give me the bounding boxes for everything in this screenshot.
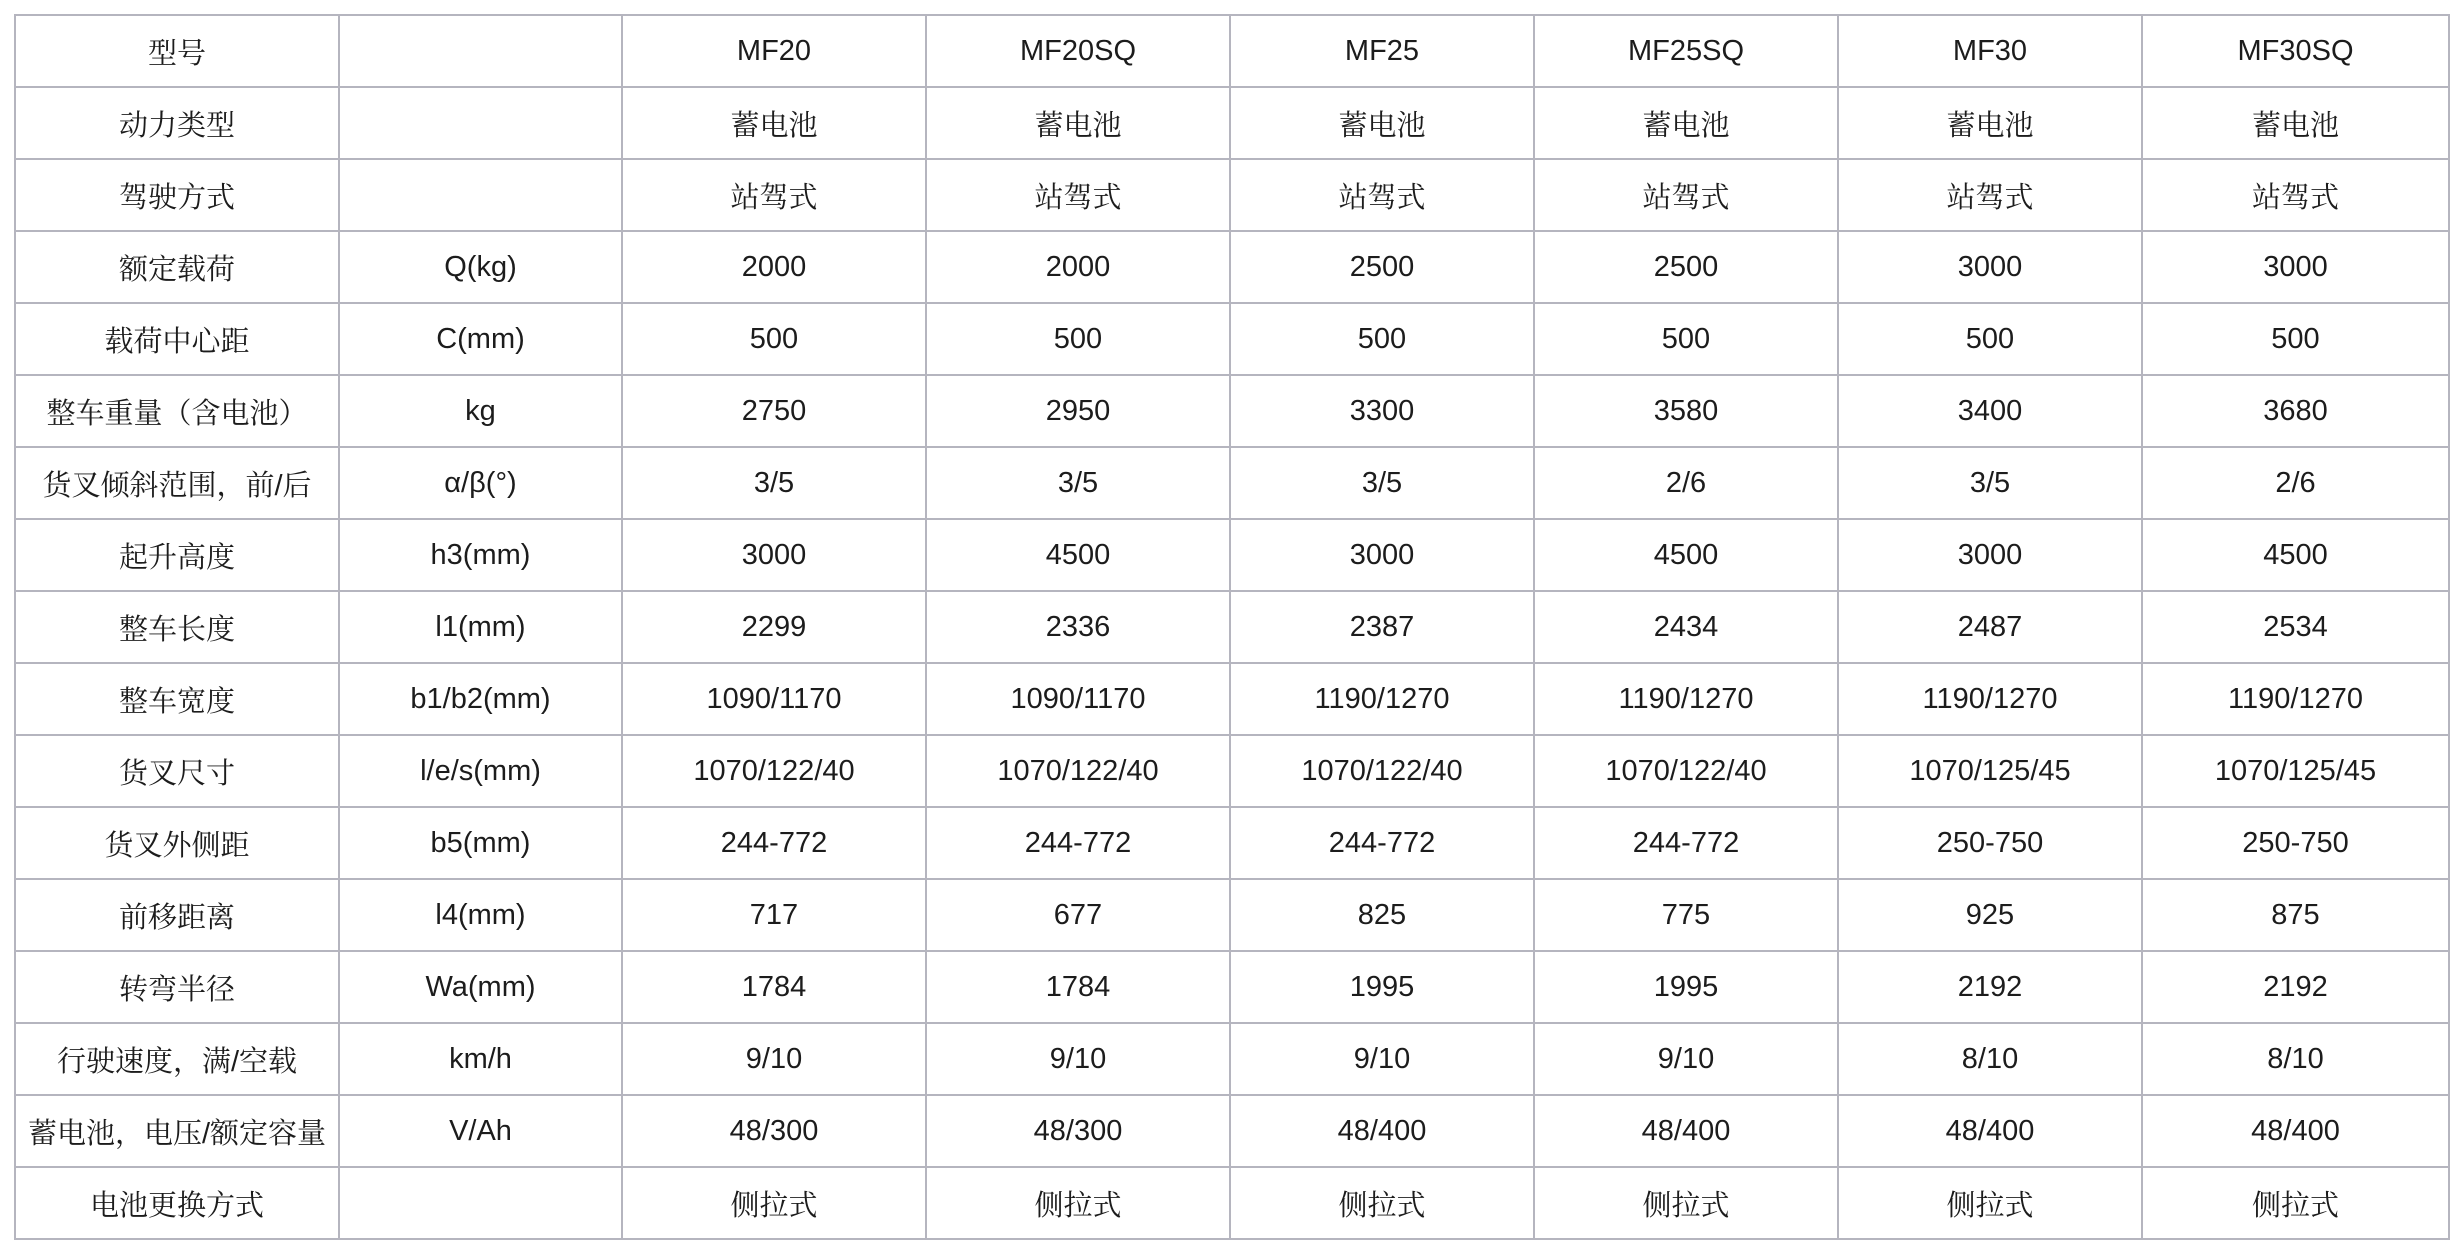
spec-value: 717 <box>622 879 926 951</box>
spec-value: 侧拉式 <box>1838 1167 2142 1239</box>
spec-value: 3000 <box>1838 519 2142 591</box>
spec-value: 2434 <box>1534 591 1838 663</box>
row-unit: α/β(°) <box>339 447 622 519</box>
spec-value: 500 <box>1230 303 1534 375</box>
table-row <box>15 231 2449 303</box>
spec-value: 2192 <box>2142 951 2449 1023</box>
row-unit: h3(mm) <box>339 519 622 591</box>
spec-value: 2336 <box>926 591 1230 663</box>
spec-value: 3/5 <box>622 447 926 519</box>
model-name: MF20 <box>622 15 926 87</box>
spec-value: 775 <box>1534 879 1838 951</box>
table-row <box>15 663 2449 735</box>
spec-value: 1190/1270 <box>1838 663 2142 735</box>
row-unit: l/e/s(mm) <box>339 735 622 807</box>
table-row <box>15 303 2449 375</box>
spec-value: 1784 <box>622 951 926 1023</box>
row-unit <box>339 15 622 87</box>
spec-value: 3000 <box>1838 231 2142 303</box>
spec-value: 500 <box>2142 303 2449 375</box>
spec-value: 1190/1270 <box>2142 663 2449 735</box>
row-label: 起升高度 <box>15 519 339 591</box>
row-label: 行驶速度，满/空载 <box>15 1023 339 1095</box>
row-label: 整车宽度 <box>15 663 339 735</box>
row-unit: Wa(mm) <box>339 951 622 1023</box>
spec-value: 4500 <box>1534 519 1838 591</box>
row-label: 动力类型 <box>15 87 339 159</box>
spec-value: 500 <box>1838 303 2142 375</box>
spec-value: 侧拉式 <box>2142 1167 2449 1239</box>
spec-value: 48/400 <box>1534 1095 1838 1167</box>
row-label: 转弯半径 <box>15 951 339 1023</box>
spec-value: 9/10 <box>1534 1023 1838 1095</box>
spec-value: 1070/122/40 <box>926 735 1230 807</box>
spec-value: 3680 <box>2142 375 2449 447</box>
model-name: MF30SQ <box>2142 15 2449 87</box>
spec-value: 250-750 <box>2142 807 2449 879</box>
spec-value: 500 <box>1534 303 1838 375</box>
model-name: MF25SQ <box>1534 15 1838 87</box>
spec-value: 1070/122/40 <box>1534 735 1838 807</box>
spec-value: 2299 <box>622 591 926 663</box>
spec-table-container <box>14 14 2448 1240</box>
header-row <box>15 15 2449 87</box>
spec-value: 站驾式 <box>926 159 1230 231</box>
model-header-label: 型号 <box>15 15 339 87</box>
spec-value: 1070/125/45 <box>1838 735 2142 807</box>
row-unit: km/h <box>339 1023 622 1095</box>
table-row <box>15 87 2449 159</box>
spec-value: 蓄电池 <box>1230 87 1534 159</box>
row-label: 货叉尺寸 <box>15 735 339 807</box>
spec-value: 侧拉式 <box>926 1167 1230 1239</box>
spec-value: 48/400 <box>2142 1095 2449 1167</box>
row-label: 载荷中心距 <box>15 303 339 375</box>
row-label: 整车重量（含电池） <box>15 375 339 447</box>
spec-value: 48/400 <box>1230 1095 1534 1167</box>
row-label: 额定载荷 <box>15 231 339 303</box>
spec-value: 蓄电池 <box>1534 87 1838 159</box>
spec-value: 3000 <box>2142 231 2449 303</box>
model-name: MF30 <box>1838 15 2142 87</box>
spec-value: 244-772 <box>1534 807 1838 879</box>
row-unit: b5(mm) <box>339 807 622 879</box>
spec-value: 3300 <box>1230 375 1534 447</box>
row-label: 前移距离 <box>15 879 339 951</box>
spec-value: 站驾式 <box>622 159 926 231</box>
spec-value: 蓄电池 <box>622 87 926 159</box>
spec-value: 1090/1170 <box>926 663 1230 735</box>
table-row <box>15 879 2449 951</box>
spec-value: 1070/122/40 <box>1230 735 1534 807</box>
table-row <box>15 735 2449 807</box>
spec-value: 8/10 <box>2142 1023 2449 1095</box>
spec-value: 3/5 <box>926 447 1230 519</box>
row-unit: kg <box>339 375 622 447</box>
spec-value: 1070/122/40 <box>622 735 926 807</box>
row-label: 整车长度 <box>15 591 339 663</box>
spec-value: 3400 <box>1838 375 2142 447</box>
spec-value: 244-772 <box>1230 807 1534 879</box>
row-label: 货叉倾斜范围，前/后 <box>15 447 339 519</box>
table-row <box>15 1167 2449 1239</box>
spec-value: 3000 <box>622 519 926 591</box>
spec-value: 站驾式 <box>1230 159 1534 231</box>
spec-value: 48/300 <box>926 1095 1230 1167</box>
row-unit: V/Ah <box>339 1095 622 1167</box>
row-unit: l4(mm) <box>339 879 622 951</box>
table-row <box>15 519 2449 591</box>
model-name: MF20SQ <box>926 15 1230 87</box>
spec-value: 8/10 <box>1838 1023 2142 1095</box>
row-label: 蓄电池，电压/额定容量 <box>15 1095 339 1167</box>
spec-value: 2387 <box>1230 591 1534 663</box>
row-unit: l1(mm) <box>339 591 622 663</box>
spec-value: 1190/1270 <box>1534 663 1838 735</box>
spec-value: 9/10 <box>1230 1023 1534 1095</box>
row-label: 电池更换方式 <box>15 1167 339 1239</box>
spec-value: 9/10 <box>926 1023 1230 1095</box>
spec-value: 500 <box>926 303 1230 375</box>
row-label: 驾驶方式 <box>15 159 339 231</box>
spec-value: 2534 <box>2142 591 2449 663</box>
spec-value: 3/5 <box>1838 447 2142 519</box>
spec-value: 2000 <box>622 231 926 303</box>
spec-value: 侧拉式 <box>1534 1167 1838 1239</box>
spec-value: 1070/125/45 <box>2142 735 2449 807</box>
table-row <box>15 159 2449 231</box>
row-unit: Q(kg) <box>339 231 622 303</box>
table-row <box>15 1023 2449 1095</box>
spec-value: 4500 <box>2142 519 2449 591</box>
spec-value: 244-772 <box>622 807 926 879</box>
spec-value: 9/10 <box>622 1023 926 1095</box>
spec-value: 3580 <box>1534 375 1838 447</box>
forklift-spec-table <box>14 14 2450 1240</box>
spec-value: 825 <box>1230 879 1534 951</box>
spec-value: 2500 <box>1230 231 1534 303</box>
spec-value: 875 <box>2142 879 2449 951</box>
table-row <box>15 951 2449 1023</box>
spec-value: 1190/1270 <box>1230 663 1534 735</box>
table-row <box>15 591 2449 663</box>
table-row <box>15 807 2449 879</box>
spec-value: 蓄电池 <box>2142 87 2449 159</box>
spec-value: 2950 <box>926 375 1230 447</box>
model-name: MF25 <box>1230 15 1534 87</box>
table-row <box>15 375 2449 447</box>
spec-value: 48/300 <box>622 1095 926 1167</box>
row-unit <box>339 1167 622 1239</box>
table-row <box>15 447 2449 519</box>
spec-value: 蓄电池 <box>1838 87 2142 159</box>
spec-value: 站驾式 <box>1838 159 2142 231</box>
spec-value: 925 <box>1838 879 2142 951</box>
row-unit: b1/b2(mm) <box>339 663 622 735</box>
spec-value: 站驾式 <box>2142 159 2449 231</box>
spec-value: 4500 <box>926 519 1230 591</box>
spec-value: 244-772 <box>926 807 1230 879</box>
spec-value: 677 <box>926 879 1230 951</box>
spec-value: 站驾式 <box>1534 159 1838 231</box>
spec-value: 1784 <box>926 951 1230 1023</box>
spec-value: 2/6 <box>1534 447 1838 519</box>
row-unit: C(mm) <box>339 303 622 375</box>
spec-value: 2750 <box>622 375 926 447</box>
spec-value: 250-750 <box>1838 807 2142 879</box>
spec-value: 2487 <box>1838 591 2142 663</box>
spec-value: 3000 <box>1230 519 1534 591</box>
spec-value: 1995 <box>1534 951 1838 1023</box>
row-unit <box>339 159 622 231</box>
spec-value: 1090/1170 <box>622 663 926 735</box>
spec-value: 48/400 <box>1838 1095 2142 1167</box>
spec-value: 侧拉式 <box>622 1167 926 1239</box>
spec-table-body <box>15 15 2449 1239</box>
spec-value: 2192 <box>1838 951 2142 1023</box>
spec-value: 1995 <box>1230 951 1534 1023</box>
spec-value: 2500 <box>1534 231 1838 303</box>
row-label: 货叉外侧距 <box>15 807 339 879</box>
spec-value: 3/5 <box>1230 447 1534 519</box>
spec-value: 2/6 <box>2142 447 2449 519</box>
spec-value: 侧拉式 <box>1230 1167 1534 1239</box>
row-unit <box>339 87 622 159</box>
spec-value: 2000 <box>926 231 1230 303</box>
spec-value: 蓄电池 <box>926 87 1230 159</box>
table-row <box>15 1095 2449 1167</box>
spec-value: 500 <box>622 303 926 375</box>
